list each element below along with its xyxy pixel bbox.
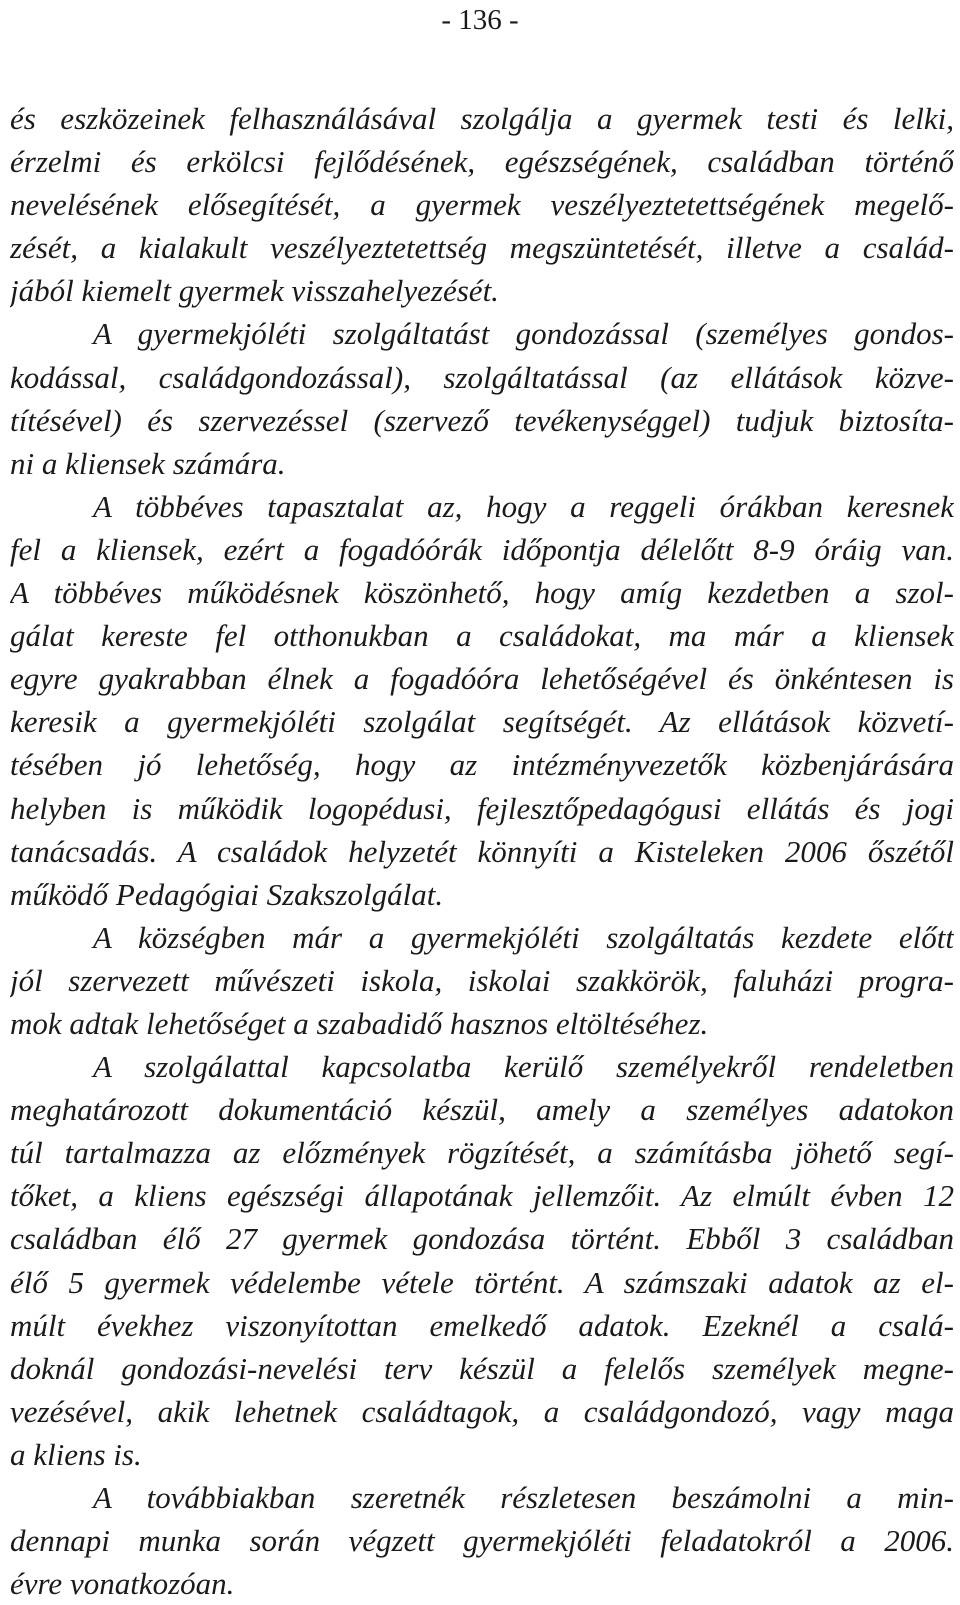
text-line: a kliens is. (10, 1436, 142, 1472)
text-line: mok adtak lehetőséget a szabadidő hasznos eltöltéséhez. (10, 1005, 709, 1041)
text-line: kodással, családgondozással), szolgáltatással (az ellátások közve- (10, 359, 954, 395)
text-line: tőket, a kliens egészségi állapotának jellemzőit. Az elmúlt évben 12 (10, 1178, 954, 1214)
text-line: keresik a gyermekjóléti szolgálat segítségét. Az ellátások közvetí- (10, 704, 954, 740)
text-line: évre vonatkozóan. (10, 1566, 235, 1602)
text-line: A gyermekjóléti szolgáltatást gondozással (személyes gondos- (93, 316, 954, 352)
text-line: dennapi munka során végzett gyermekjóléti feladatokról a 2006. (10, 1523, 954, 1559)
text-line: tésében jó lehetőség, hogy az intézményvezetők közbenjárására (10, 747, 954, 783)
text-line: jól szervezett művészeti iskola, iskolai szakkörök, faluházi progra- (10, 962, 954, 998)
text-line: érzelmi és erkölcsi fejlődésének, egészségének, családban történő (10, 144, 954, 180)
text-line: vezésével, akik lehetnek családtagok, a családgondozó, vagy maga (10, 1393, 954, 1429)
text-line: túl tartalmazza az előzmények rögzítését, a számításba jöhető segí- (10, 1135, 954, 1171)
text-line: helyben is működik logopédusi, fejlesztőpedagógusi ellátás és jogi (10, 790, 954, 826)
text-line: családban élő 27 gyermek gondozása történt. Ebből 3 családban (10, 1221, 954, 1257)
body-text (10, 97, 954, 1605)
text-line: títésével) és szervezéssel (szervező tevékenységgel) tudjuk biztosíta- (10, 402, 954, 438)
text-line: doknál gondozási-nevelési terv készül a felelős személyek megne- (10, 1350, 954, 1386)
text-line: élő 5 gyermek védelembe vétele történt. A számszaki adatok az el- (10, 1264, 954, 1300)
text-line: jából kiemelt gyermek visszahelyezését. (10, 273, 499, 309)
text-line: ni a kliensek számára. (10, 445, 286, 481)
text-line: tanácsadás. A családok helyzetét könnyíti a Kisteleken 2006 őszétől (10, 833, 954, 869)
text-line: múlt évekhez viszonyítottan emelkedő adatok. Ezeknél a csalá- (10, 1307, 954, 1343)
text-line: működő Pedagógiai Szakszolgálat. (10, 876, 444, 912)
text-line: A szolgálattal kapcsolatba kerülő személyekről rendeletben (93, 1049, 954, 1085)
text-line: zését, a kialakult veszélyeztetettség megszüntetését, illetve a család- (10, 230, 954, 266)
text-line: és eszközeinek felhasználásával szolgálja a gyermek testi és lelki, (10, 101, 954, 136)
text-line: nevelésének elősegítését, a gyermek veszélyeztetettségének megelő- (10, 187, 954, 223)
text-line: A többéves működésnek köszönhető, hogy amíg kezdetben a szol- (10, 575, 954, 611)
page-number: - 136 - (441, 4, 519, 36)
text-line: A községben már a gyermekjóléti szolgáltatás kezdete előtt (93, 919, 954, 955)
text-line: meghatározott dokumentáció készül, amely a személyes adatokon (10, 1092, 954, 1128)
text-line: gálat kereste fel otthonukban a családokat, ma már a kliensek (10, 618, 954, 654)
text-line: A továbbiakban szeretnék részletesen beszámolni a min- (93, 1480, 954, 1515)
text-line: egyre gyakrabban élnek a fogadóóra lehetőségével és önkéntesen is (10, 661, 954, 697)
text-line: fel a kliensek, ezért a fogadóórák időpontja délelőtt 8-9 óráig van. (10, 531, 954, 567)
text-line: A többéves tapasztalat az, hogy a reggeli órákban keresnek (93, 488, 954, 524)
